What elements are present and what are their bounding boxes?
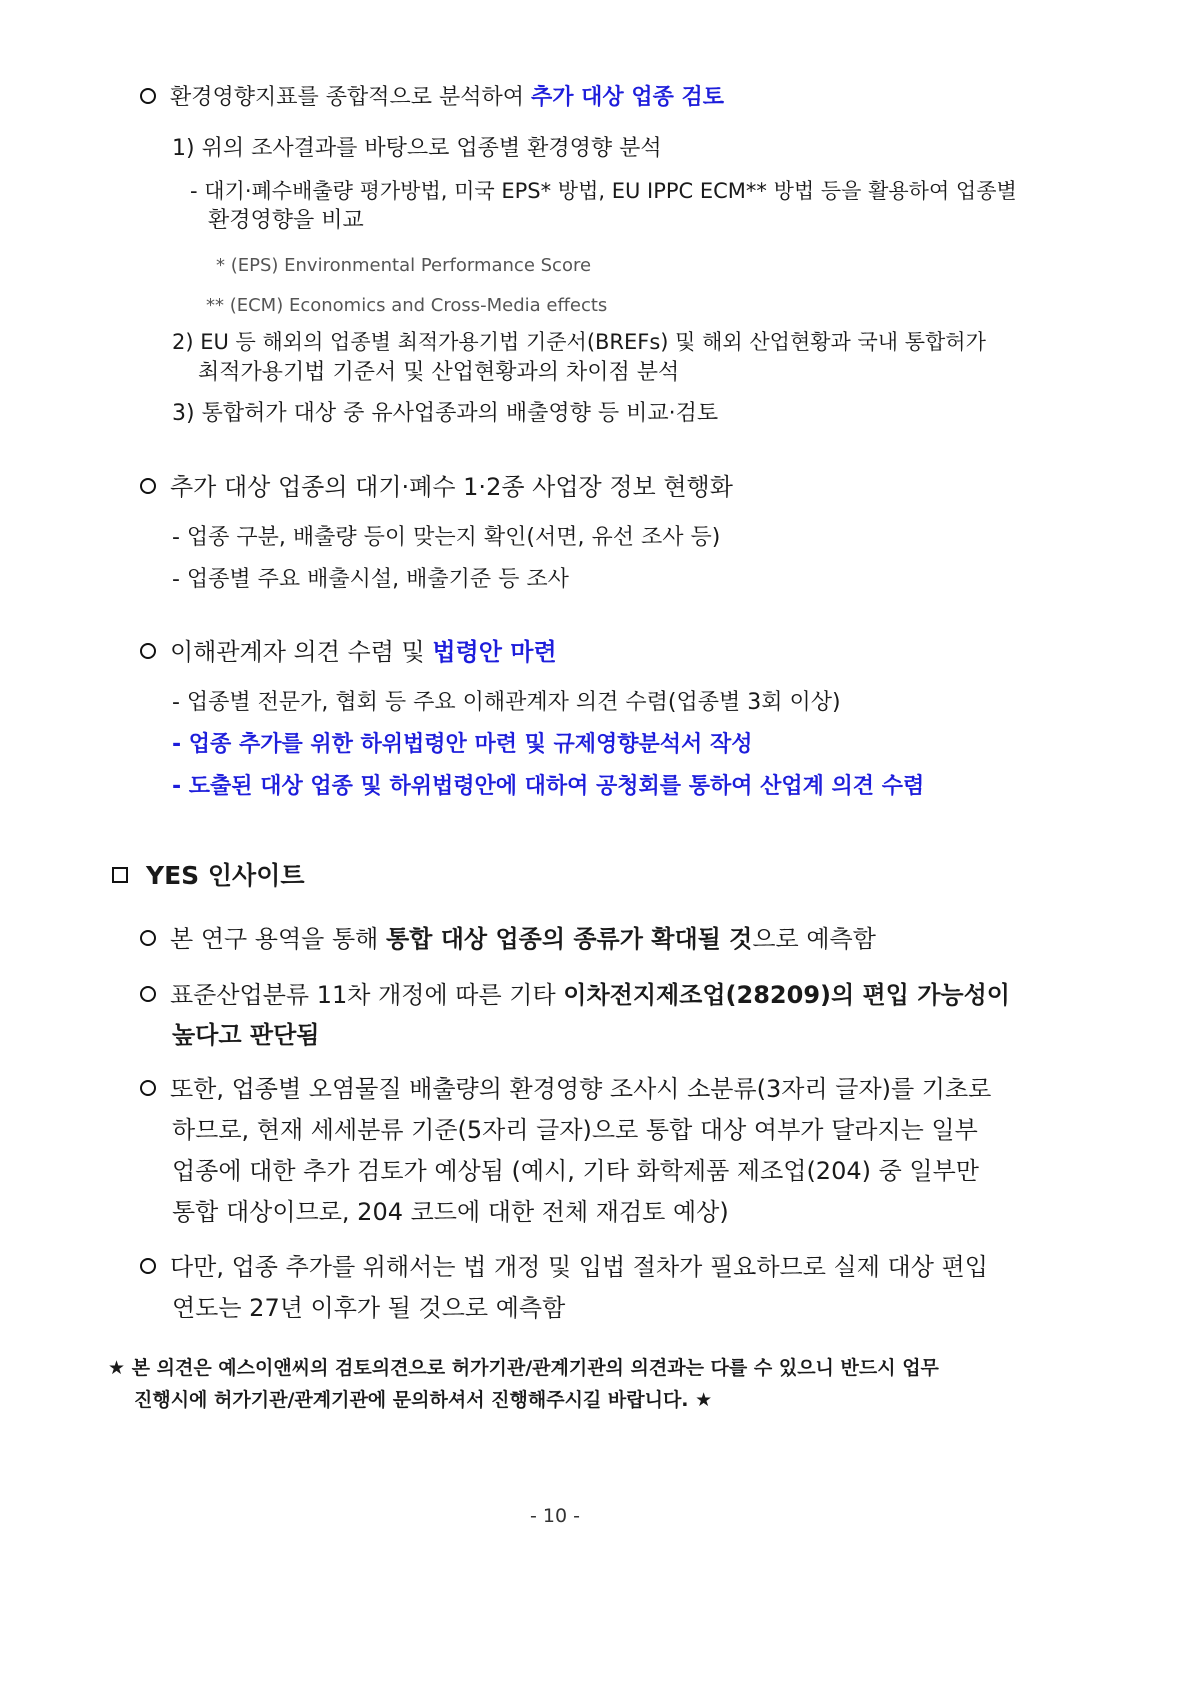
disclaimer-line-1: ★ 본 의견은 예스이앤씨의 검토의견으로 허가기관/관계기관의 의견과는 다를 수 있으니 반드시 업무 bbox=[108, 1357, 939, 1379]
circle-bullet-icon bbox=[140, 1080, 156, 1096]
circle-bullet-icon bbox=[140, 478, 156, 494]
insight-paragraph-1: 본 연구 용역을 통해 통합 대상 업종의 종류가 확대될 것으로 예측함 bbox=[140, 922, 876, 956]
dash-item-highlight: - 도출된 대상 업종 및 하위법령안에 대하여 공청회를 통하여 산업계 의견 수렴 bbox=[172, 774, 925, 799]
dash-item-cont: 환경영향을 비교 bbox=[208, 208, 364, 233]
circle-bullet-icon bbox=[140, 930, 156, 946]
bullet-item-review: 환경영향지표를 종합적으로 분석하여 추가 대상 업종 검토 bbox=[140, 82, 724, 114]
circle-bullet-icon bbox=[140, 88, 156, 104]
numbered-item-1: 1) 위의 조사결과를 바탕으로 업종별 환경영향 분석 bbox=[172, 136, 662, 161]
numbered-item-2-cont: 최적가용기법 기준서 및 산업현황과의 차이점 분석 bbox=[198, 360, 680, 385]
insight-paragraph-4: 다만, 업종 추가를 위해서는 법 개정 및 입법 절차가 필요하므로 실제 대상 편입 bbox=[140, 1250, 988, 1284]
insight-paragraph-3-cont: 하므로, 현재 세세분류 기준(5자리 글자)으로 통합 대상 여부가 달라지는 일부 bbox=[172, 1116, 978, 1144]
insight-paragraph-2-cont: 높다고 판단됨 bbox=[172, 1021, 320, 1049]
insight-paragraph-3-cont: 통합 대상이므로, 204 코드에 대한 전체 재검토 예상) bbox=[172, 1198, 729, 1226]
dash-item: - 업종별 주요 배출시설, 배출기준 등 조사 bbox=[172, 567, 569, 592]
dash-item: - 업종별 전문가, 협회 등 주요 이해관계자 의견 수렴(업종별 3회 이상) bbox=[172, 690, 841, 715]
dash-item: - 업종 구분, 배출량 등이 맞는지 확인(서면, 유선 조사 등) bbox=[172, 525, 721, 550]
dash-item: - 대기·폐수배출량 평가방법, 미국 EPS* 방법, EU IPPC ECM** 방법 등을 활용하여 업종별 bbox=[190, 179, 1017, 203]
bullet-item-update: 추가 대상 업종의 대기·폐수 1·2종 사업장 정보 현행화 bbox=[140, 470, 733, 504]
section-heading-insight: YES 인사이트 bbox=[112, 858, 305, 894]
bullet-item-stakeholder: 이해관계자 의견 수렴 및 법령안 마련 bbox=[140, 635, 557, 669]
insight-paragraph-3: 또한, 업종별 오염물질 배출량의 환경영향 조사시 소분류(3자리 글자)를 기초로 bbox=[140, 1072, 991, 1106]
insight-paragraph-2: 표준산업분류 11차 개정에 따른 기타 이차전지제조업(28209)의 편입 가능성이 bbox=[140, 978, 1010, 1012]
footnote-eps: * (EPS) Environmental Performance Score bbox=[216, 255, 592, 276]
numbered-item-2: 2) EU 등 해외의 업종별 최적가용기법 기준서(BREFs) 및 해외 산업현황과 국내 통합허가 bbox=[172, 330, 986, 354]
footnote-ecm: ** (ECM) Economics and Cross-Media effects bbox=[206, 295, 608, 316]
page-number: - 10 - bbox=[530, 1505, 580, 1527]
square-bullet-icon bbox=[112, 867, 128, 883]
disclaimer-line-2: 진행시에 허가기관/관계기관에 문의하셔서 진행해주시길 바랍니다. ★ bbox=[134, 1389, 713, 1411]
dash-item-highlight: - 업종 추가를 위한 하위법령안 마련 및 규제영향분석서 작성 bbox=[172, 732, 753, 757]
insight-paragraph-4-cont: 연도는 27년 이후가 될 것으로 예측함 bbox=[172, 1294, 566, 1322]
insight-paragraph-3-cont: 업종에 대한 추가 검토가 예상됨 (예시, 기타 화학제품 제조업(204) 중 일부만 bbox=[172, 1157, 979, 1185]
circle-bullet-icon bbox=[140, 643, 156, 659]
circle-bullet-icon bbox=[140, 1258, 156, 1274]
numbered-item-3: 3) 통합허가 대상 중 유사업종과의 배출영향 등 비교·검토 bbox=[172, 401, 719, 426]
circle-bullet-icon bbox=[140, 986, 156, 1002]
